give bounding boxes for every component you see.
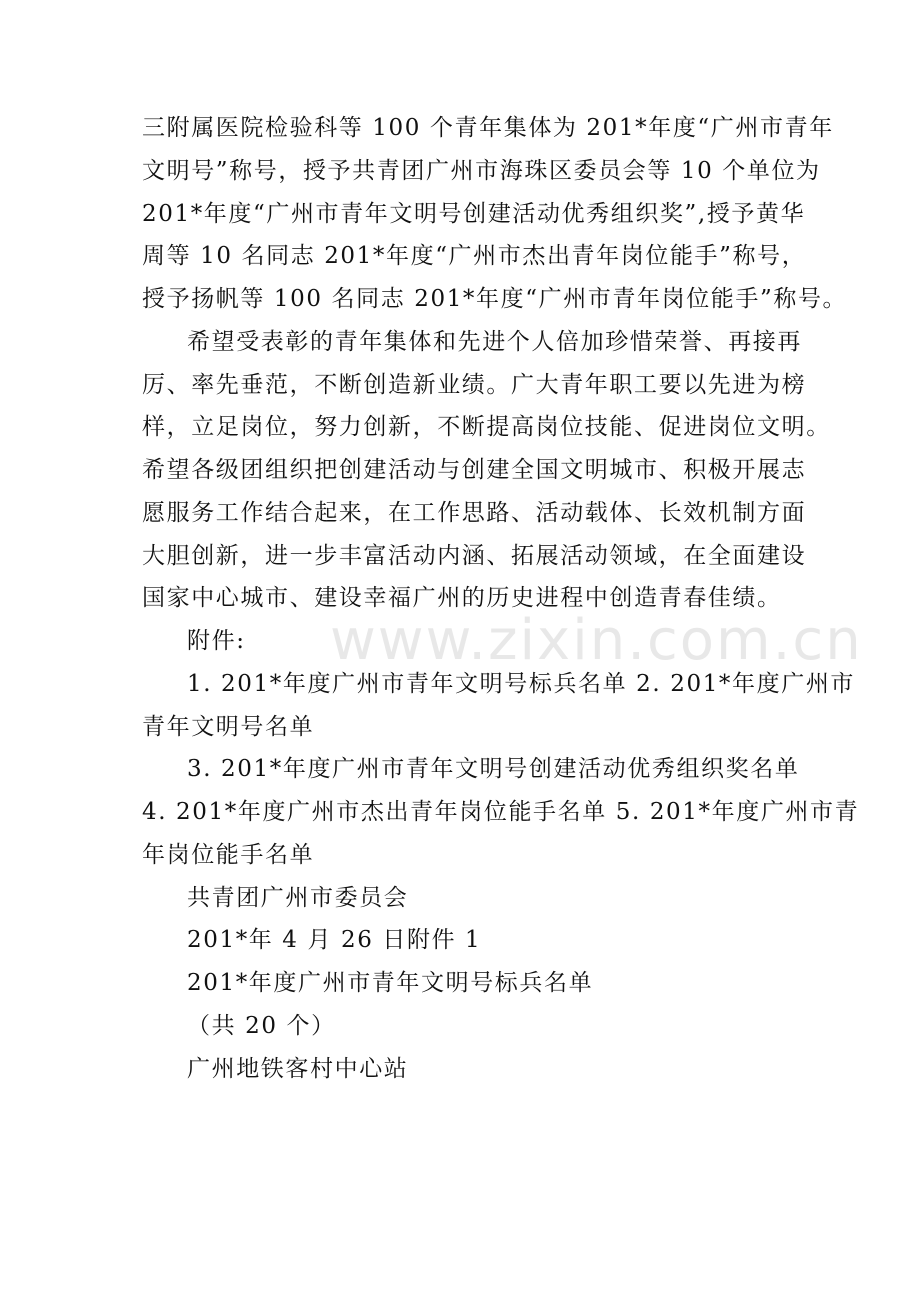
body-line-4: 周等 10 名同志 201*年度“广州市杰出青年岗位能手”称号， xyxy=(142,243,807,269)
body-line-5: 授予扬帆等 100 名同志 201*年度“广州市青年岗位能手”称号。 xyxy=(142,286,848,312)
attachment-1-title: 201*年度广州市青年文明号标兵名单 xyxy=(187,970,594,996)
attachment-item-3: 3. 201*年度广州市青年文明号创建活动优秀组织奖名单 xyxy=(187,756,800,782)
watermark: www.zixin.com.cn xyxy=(330,608,863,673)
body-line-10: 愿服务工作结合起来，在工作思路、活动载体、长效机制方面 xyxy=(142,500,807,526)
attachment-item-1-2: 1. 201*年度广州市青年文明号标兵名单 2. 201*年度广州市 xyxy=(187,671,856,697)
issue-date: 201*年 4 月 26 日附件 1 xyxy=(187,927,482,953)
body-line-9: 希望各级团组织把创建活动与创建全国文明城市、积极开展志 xyxy=(142,457,807,483)
body-line-12: 国家中心城市、建设幸福广州的历史进程中创造青春佳绩。 xyxy=(142,585,782,611)
body-line-11: 大胆创新，进一步丰富活动内涵、拓展活动领域，在全面建设 xyxy=(142,543,807,569)
paragraph-start-line: 希望受表彰的青年集体和先进个人倍加珍惜荣誉、再接再 xyxy=(187,329,802,355)
body-line-1: 三附属医院检验科等 100 个青年集体为 201*年度“广州市青年 xyxy=(142,115,834,141)
list-item-1: 广州地铁客村中心站 xyxy=(187,1056,409,1082)
body-line-2: 文明号”称号，授予共青团广州市海珠区委员会等 10 个单位为 xyxy=(142,158,821,184)
issuer-name: 共青团广州市委员会 xyxy=(187,885,409,911)
attachment-item-5-cont: 年岗位能手名单 xyxy=(142,842,315,868)
attachments-heading: 附件: xyxy=(187,628,246,654)
body-line-8: 样，立足岗位，努力创新，不断提高岗位技能、促进岗位文明。 xyxy=(142,414,831,440)
attachment-item-4-5: 4. 201*年度广州市杰出青年岗位能手名单 5. 201*年度广州市青 xyxy=(142,799,860,825)
attachment-item-2-cont: 青年文明号名单 xyxy=(142,714,315,740)
body-line-3: 201*年度“广州市青年文明号创建活动优秀组织奖”,授予黄华 xyxy=(142,201,806,227)
body-line-7: 厉、率先垂范，不断创造新业绩。广大青年职工要以先进为榜 xyxy=(142,372,807,398)
attachment-1-count: （共 20 个） xyxy=(187,1013,336,1039)
